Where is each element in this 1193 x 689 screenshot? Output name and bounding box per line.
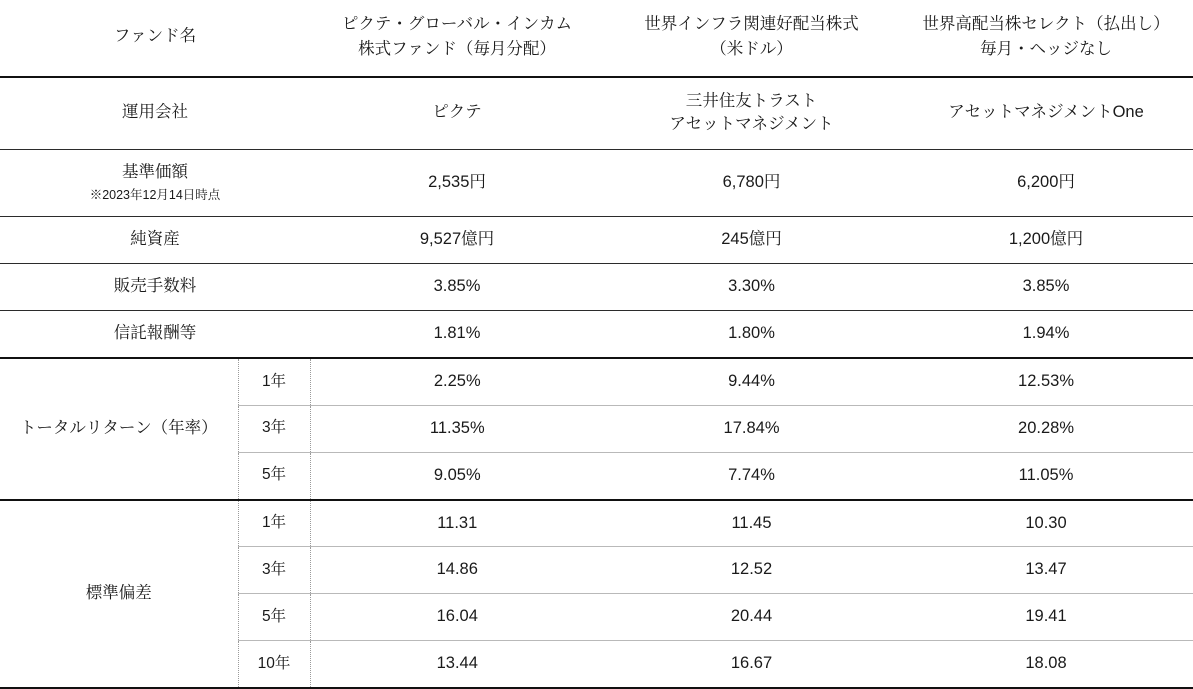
cell-total-return-1y-fund3: [899, 358, 1193, 405]
cell-operating-company-fund2: [604, 77, 899, 150]
cell-text: 1,200億円: [1008, 230, 1084, 249]
cell-total-return-1y-fund2: [604, 358, 899, 405]
cell-text: 16.04: [436, 607, 478, 626]
group-label-text: トータルリターン（年率）: [19, 418, 218, 437]
table-header-row: [0, 0, 1193, 77]
cell-text: 17.84%: [723, 418, 780, 437]
row-label-trust-fee: [0, 310, 310, 357]
header-fund-3: [899, 0, 1193, 77]
cell-text: 18.08: [1025, 654, 1067, 673]
table-row: [0, 150, 1193, 217]
row-label-net-assets: [0, 217, 310, 264]
table-row: [0, 217, 1193, 264]
cell-text: 3.85%: [1022, 276, 1070, 295]
cell-std-dev-5y-fund2: [604, 594, 899, 641]
cell-text: 14.86: [436, 560, 478, 579]
subrow-label-10y: [238, 641, 310, 688]
cell-text: 16.67: [730, 654, 773, 673]
subrow-label-3y: [238, 547, 310, 594]
subrow-label-text: 5年: [261, 466, 287, 484]
group-label-total-return: [0, 358, 238, 500]
cell-std-dev-1y-fund2: [604, 500, 899, 547]
cell-trust-fee-fund1: [310, 310, 604, 357]
cell-text: 20.28%: [1018, 418, 1074, 437]
cell-total-return-3y-fund1: [310, 405, 604, 452]
cell-text: 11.45: [731, 513, 772, 532]
cell-text: 2.25%: [433, 371, 481, 390]
subrow-label-5y: [238, 452, 310, 499]
row-label-note: ※2023年12月14日時点: [89, 188, 221, 203]
cell-net-assets-fund3: [899, 217, 1193, 264]
cell-text: 1.80%: [728, 323, 775, 342]
header-fund-1-line1: ピクテ・グローバル・インカム: [341, 15, 573, 33]
cell-text: 3.85%: [433, 276, 481, 295]
cell-text: 6,780円: [722, 173, 781, 192]
cell-std-dev-3y-fund3: [899, 547, 1193, 594]
cell-std-dev-1y-fund3: [899, 500, 1193, 547]
subrow-label-text: 5年: [261, 608, 287, 626]
cell-std-dev-3y-fund1: [310, 547, 604, 594]
cell-std-dev-5y-fund3: [899, 594, 1193, 641]
subrow-label-text: 10年: [257, 655, 291, 673]
subrow-label-text: 1年: [261, 372, 287, 390]
row-label-sales-fee: [0, 263, 310, 310]
cell-total-return-5y-fund1: [310, 452, 604, 499]
cell-total-return-5y-fund3: [899, 452, 1193, 499]
table-row: [0, 77, 1193, 150]
header-fund-1-line2: 株式ファンド（毎月分配）: [358, 39, 556, 58]
cell-std-dev-10y-fund3: [899, 641, 1193, 688]
cell-nav-fund3: [899, 150, 1193, 217]
row-label-text: 運用会社: [122, 103, 188, 122]
row-label-text: 信託報酬等: [113, 323, 197, 342]
subrow-label-1y: [238, 358, 310, 405]
cell-text: 10.30: [1025, 513, 1067, 532]
cell-trust-fee-fund3: [899, 310, 1193, 357]
table-row: [0, 358, 1193, 405]
cell-text: 19.41: [1025, 607, 1067, 626]
cell-total-return-1y-fund1: [310, 358, 604, 405]
cell-std-dev-10y-fund1: [310, 641, 604, 688]
subrow-label-text: 3年: [261, 561, 287, 579]
cell-std-dev-5y-fund1: [310, 594, 604, 641]
cell-text: 12.53%: [1018, 371, 1074, 390]
header-fund-2: [604, 0, 899, 77]
cell-std-dev-1y-fund1: [310, 500, 604, 547]
cell-net-assets-fund1: [310, 217, 604, 264]
subrow-label-text: 1年: [261, 514, 287, 532]
cell-text: 6,200円: [1017, 173, 1075, 192]
cell-text: 11.05%: [1018, 465, 1074, 484]
cell-text: 13.44: [436, 654, 478, 673]
cell-text: 9.05%: [433, 465, 481, 484]
cell-sales-fee-fund3: [899, 263, 1193, 310]
table-row: [0, 500, 1193, 547]
cell-std-dev-3y-fund2: [604, 547, 899, 594]
table-row: [0, 263, 1193, 310]
cell-net-assets-fund2: [604, 217, 899, 264]
table-row: [0, 310, 1193, 357]
cell-operating-company-fund3: [899, 77, 1193, 150]
cell-sales-fee-fund1: [310, 263, 604, 310]
header-fund-3-line2: 毎月・ヘッジなし: [980, 39, 1113, 58]
header-fund-2-line2: （米ドル）: [710, 39, 793, 58]
row-label-text: 販売手数料: [113, 276, 197, 295]
cell-nav-fund1: [310, 150, 604, 217]
cell-sales-fee-fund2: [604, 263, 899, 310]
cell-text: 245億円: [721, 230, 782, 249]
cell-std-dev-10y-fund2: [604, 641, 899, 688]
group-label-standard-deviation: [0, 500, 238, 689]
group-label-text: 標準偏差: [85, 583, 152, 602]
header-fund-3-line1: 世界高配当株セレクト（払出し）: [922, 15, 1170, 33]
cell-text: 3.30%: [728, 276, 775, 295]
cell-text: 11.31: [437, 513, 478, 532]
cell-text-line1: 三井住友トラスト: [685, 91, 818, 110]
header-fund-1: [310, 0, 604, 77]
row-label-text: 基準価額: [122, 163, 188, 182]
row-label-operating-company: [0, 77, 310, 150]
row-label-nav: [0, 150, 310, 217]
cell-text: 9,527億円: [419, 230, 495, 249]
cell-trust-fee-fund2: [604, 310, 899, 357]
cell-total-return-3y-fund3: [899, 405, 1193, 452]
cell-text: ピクテ: [432, 103, 482, 122]
subrow-label-5y: [238, 594, 310, 641]
header-fund-2-line1: 世界インフラ関連好配当株式: [644, 15, 859, 33]
header-label-fundname: [0, 0, 310, 77]
header-label-text: ファンド名: [113, 26, 197, 45]
subrow-label-1y: [238, 500, 310, 547]
cell-text: 1.94%: [1022, 323, 1070, 342]
cell-operating-company-fund1: [310, 77, 604, 150]
subrow-label-text: 3年: [261, 419, 287, 437]
cell-total-return-5y-fund2: [604, 452, 899, 499]
cell-text: 11.35%: [429, 418, 485, 437]
cell-text: アセットマネジメントOne: [948, 103, 1144, 122]
cell-text: 2,535円: [428, 173, 486, 192]
cell-text-line2: アセットマネジメント: [669, 115, 834, 134]
cell-text: 9.44%: [728, 371, 775, 390]
cell-text: 1.81%: [433, 323, 481, 342]
cell-text: 7.74%: [728, 465, 775, 484]
row-label-text: 純資産: [130, 230, 180, 249]
cell-text: 20.44: [730, 607, 773, 626]
subrow-label-3y: [238, 405, 310, 452]
cell-text: 13.47: [1025, 560, 1067, 579]
cell-total-return-3y-fund2: [604, 405, 899, 452]
cell-text: 12.52: [730, 560, 773, 579]
cell-nav-fund2: [604, 150, 899, 217]
